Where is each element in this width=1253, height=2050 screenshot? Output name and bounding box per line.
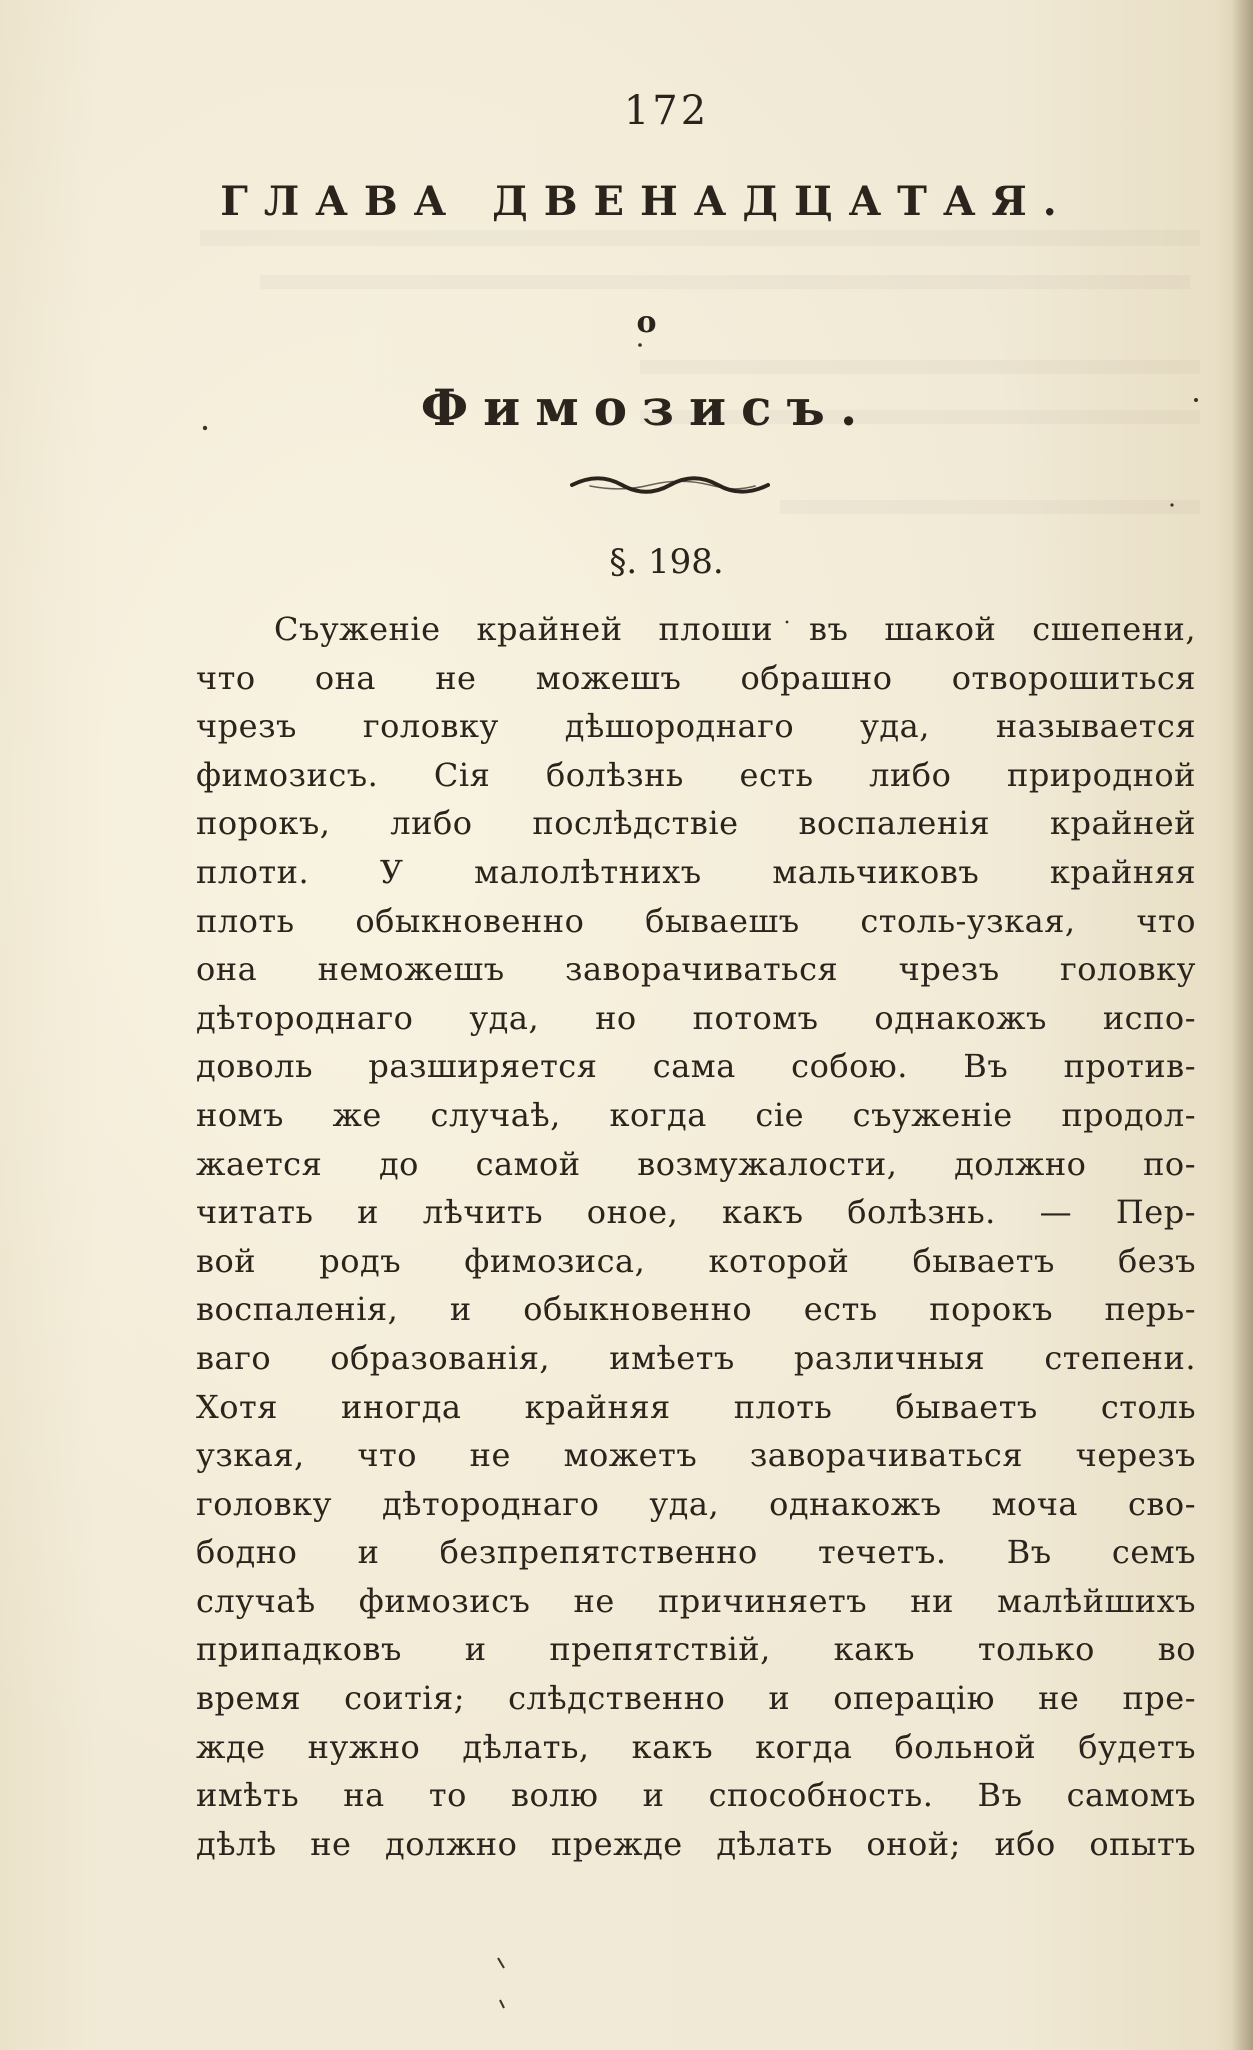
text-line: припадковъ и препятствій, какъ только во: [196, 1630, 1196, 1669]
text-line: Съуженіе крайней плоши въ шакой сшепени,: [274, 610, 1196, 648]
chapter-title: ГЛАВА ДВЕНАДЦАТАЯ.: [220, 178, 1073, 225]
text-line: чрезъ головку дѣшороднаго уда, называется: [196, 707, 1196, 746]
text-line: жается до самой возмужалости, должно по-: [196, 1144, 1196, 1183]
speck: [638, 343, 642, 347]
text-line: головку дѣтороднаго уда, однакожъ моча сво-: [196, 1484, 1196, 1523]
text-line: дѣтороднаго уда, но потомъ однакожъ испо-: [196, 998, 1196, 1037]
text-line: жде нужно дѣлать, какъ когда больной будетъ: [196, 1727, 1196, 1766]
wavy-rule-ornament: [570, 472, 770, 498]
text-line: номъ же случаѣ, когда сіе съуженіе продол-: [196, 1095, 1196, 1134]
text-line: она неможешъ заворачиваться чрезъ головку: [196, 950, 1196, 989]
faint-bleed-block: [260, 275, 1190, 289]
faint-bleed-block: [640, 360, 1200, 374]
text-line: что она не можешъ обрашно отворошиться: [196, 658, 1196, 697]
text-line: Хотя иногда крайняя плоть бываетъ столь: [196, 1387, 1196, 1426]
text-line: вой родъ фимозиса, которой бываетъ безъ: [196, 1241, 1196, 1280]
title-preposition: о: [636, 305, 657, 340]
text-line: случаѣ фимозисъ не причиняетъ ни малѣйшихъ: [196, 1581, 1196, 1620]
text-line: плоти. У малолѣтнихъ мальчиковъ крайняя: [196, 852, 1196, 891]
text-line: фимозисъ. Сія болѣзнь есть либо природной: [196, 755, 1196, 794]
speck: [500, 2000, 504, 2008]
text-line: время соитія; слѣдственно и операцію не пре-: [196, 1679, 1196, 1718]
text-line: бодно и безпрепятственно течетъ. Въ семъ: [196, 1533, 1196, 1572]
text-line: дѣлѣ не должно прежде дѣлать оной; ибо опытъ: [196, 1824, 1196, 1863]
section-title: Фимозисъ.: [420, 378, 873, 437]
text-line: доволь разширяется сама собою. Въ против-: [196, 1047, 1196, 1086]
speck: [498, 1958, 504, 1968]
text-line: имѣть на то волю и способность. Въ самомъ: [196, 1776, 1196, 1815]
text-line: узкая, что не можетъ заворачиваться черезъ: [196, 1436, 1196, 1475]
text-line: плоть обыкновенно бываешъ столь-узкая, что: [196, 901, 1196, 940]
body-text: [196, 605, 1196, 1868]
faint-bleed-block: [200, 230, 1200, 246]
text-line: воспаленія, и обыкновенно есть порокъ перь-: [196, 1290, 1196, 1329]
text-line: ваго образованія, имѣетъ различныя степени.: [196, 1338, 1196, 1377]
faint-bleed-block: [780, 500, 1200, 514]
page-number: 172: [623, 88, 710, 134]
paragraph-number: §. 198.: [609, 542, 724, 582]
text-line: порокъ, либо послѣдствіе воспаленія крайней: [196, 804, 1196, 843]
text-line: читать и лѣчить оное, какъ болѣзнь. — Пер-: [196, 1193, 1196, 1232]
